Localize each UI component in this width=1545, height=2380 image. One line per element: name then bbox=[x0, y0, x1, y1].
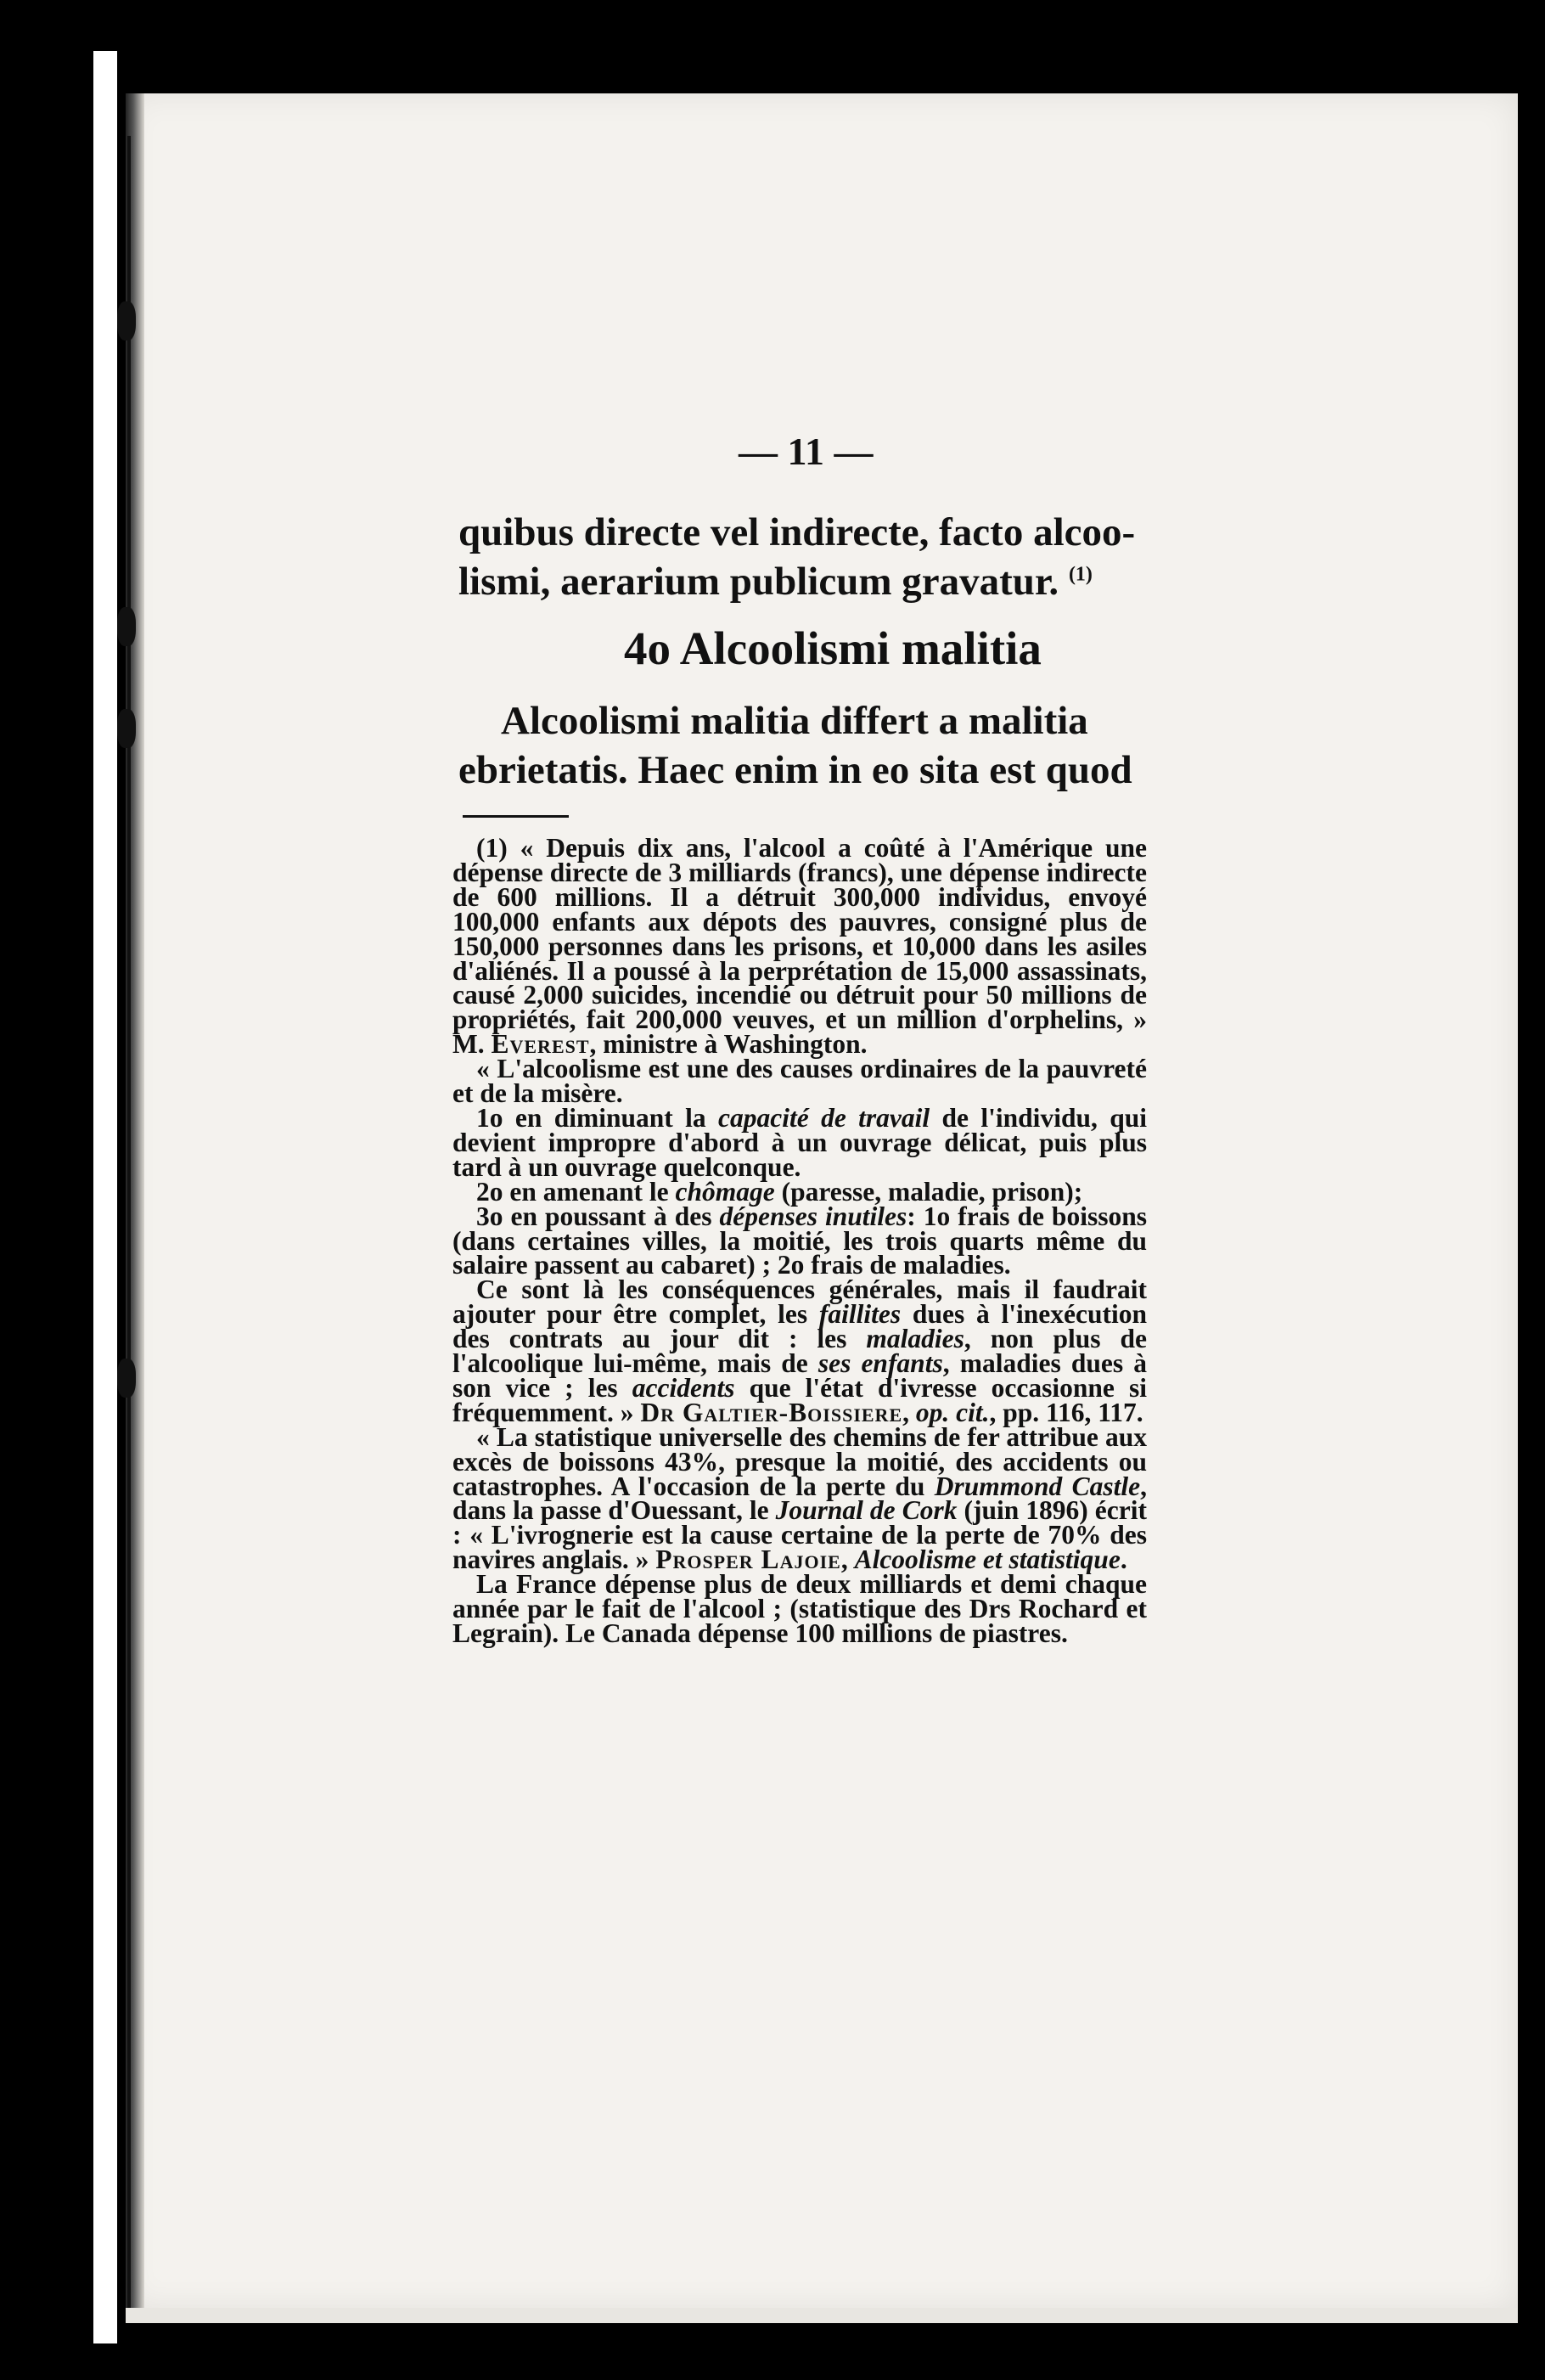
footnote-reference: (1) bbox=[1068, 563, 1093, 586]
continuation-line: lismi, aerarium publicum gravatur. $^{(1)}$ bbox=[458, 560, 1093, 604]
binding-stitch-mark bbox=[117, 301, 136, 340]
binding-stitch-mark bbox=[117, 1359, 136, 1398]
footnote-paragraph: « L'alcoolisme est une des causes ordinaires de la pauvreté et de la misère. bbox=[452, 1054, 1147, 1109]
footnote-paragraph: 2o en amenant le chômage (paresse, maladie, prison); bbox=[476, 1176, 1083, 1207]
continuation-line: quibus directe vel indirecte, facto alcoo- bbox=[458, 510, 1136, 554]
paragraph-line: Alcoolismi malitia differt a malitia bbox=[501, 699, 1088, 743]
binding-line bbox=[127, 136, 131, 2310]
paragraph-line: ebrietatis. Haec enim in eo sita est quod bbox=[458, 748, 1132, 792]
footnote-paragraph: « La statistique universelle des chemins de fer attribue aux excès de boissons 43%, presque la moitié, des accidents ou catastrophes. A l'occasion de la perte du Drummond Castle, dans la passe d'Ouessant, le Journal de Cork (juin 1896) écrit : « L'ivrognerie est la cause certaine de la perte de 70% des navires anglais. » Prosper Lajoie, Alcoolisme et statistique. bbox=[452, 1421, 1147, 1575]
page-bottom-edge bbox=[126, 2308, 1518, 2323]
footnote-separator bbox=[463, 815, 569, 818]
binding-stitch-mark bbox=[117, 709, 136, 748]
footnote-paragraph: (1) « Depuis dix ans, l'alcool a coûté à l'Amérique une dépense directe de 3 milliards (francs), une dépense indirecte de 600 millions. Il a détruit 300,000 individus, envoyé 100,000 enfants aux dépots des pauvres, consigné plus de 150,000 personnes dans les prisons, et 10,000 dans les asiles d'aliénés. Il a poussé à la perprétation de 15,000 assassinats, causé 2,000 suicides, incendié ou détruit pour 50 millions de propriétés, fait 200,000 veuves, et un million d'orphelins, » M. Everest, ministre à Washington. bbox=[452, 833, 1147, 1060]
binding-stitch-mark bbox=[117, 607, 136, 646]
page-number: — 11 — bbox=[739, 430, 874, 473]
footnote-paragraph: 3o en poussant à des dépenses inutiles: 1o frais de boissons (dans certaines villes, la moitié, les trois quarts même du salaire passent au cabaret) ; 2o frais de maladies. bbox=[452, 1201, 1147, 1280]
footnote-paragraph: La France dépense plus de deux milliards et demi chaque année par le fait de l'alcool ; (statistique des Drs Rochard et Legrain). Le Canada dépense 100 millions de piastres. bbox=[452, 1569, 1147, 1648]
footnote-block bbox=[452, 833, 1148, 1648]
footnote-paragraph: 1o en diminuant la capacité de travail de l'individu, qui devient impropre d'abord à un ouvrage délicat, puis plus tard à un ouvrage quelconque. bbox=[452, 1102, 1148, 1182]
footnote-paragraph: Ce sont là les conséquences générales, mais il faudrait ajouter pour être complet, les faillites dues à l'inexécution des contrats au jour dit : les maladies, non plus de l'alcoolique lui-même, mais de ses enfants, maladies dues à son vice ; les accidents que l'état d'ivresse occasionne si fréquemment. » Dr Galtier-Boissiere, op. cit., pp. 116, 117. bbox=[452, 1274, 1147, 1427]
section-heading: 4o Alcoolismi malitia bbox=[624, 622, 1042, 674]
scan-spine-edge bbox=[93, 51, 117, 2343]
